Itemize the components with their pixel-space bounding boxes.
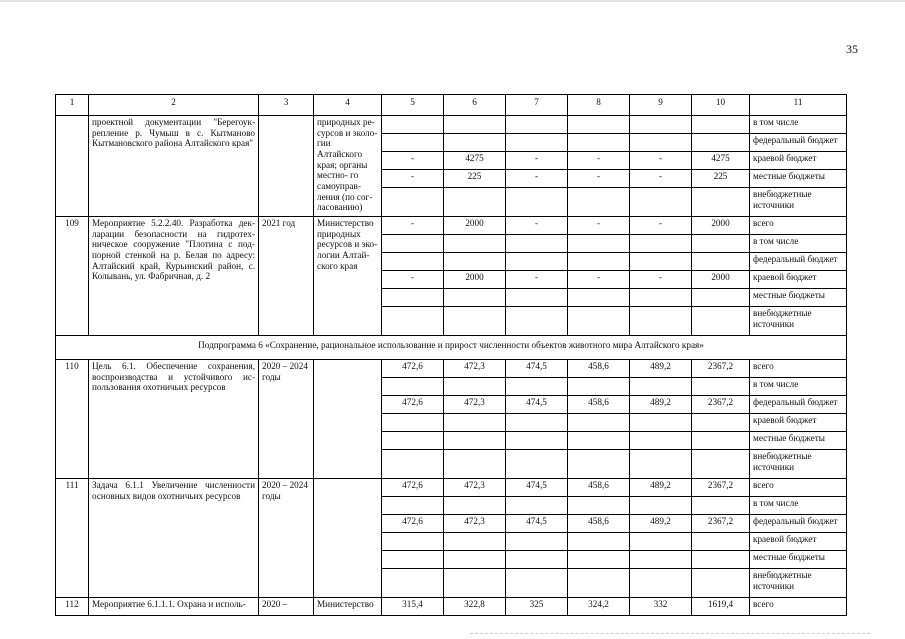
funding-value (506, 289, 568, 307)
funding-value: 325 (506, 598, 568, 616)
funding-value (630, 134, 692, 152)
funding-value (382, 432, 444, 450)
column-header: 9 (630, 95, 692, 116)
funding-value (382, 307, 444, 336)
funding-value: 2000 (692, 217, 750, 235)
funding-value (692, 116, 750, 134)
funding-value (382, 569, 444, 598)
funding-value (382, 497, 444, 515)
implementation-period: 2020 – 2024 годы (259, 479, 314, 598)
funding-value (630, 414, 692, 432)
funding-value: - (506, 170, 568, 188)
funding-value: 472,3 (444, 396, 506, 414)
funding-value: 458,6 (568, 515, 630, 533)
funding-value: 225 (692, 170, 750, 188)
column-header: 10 (692, 95, 750, 116)
funding-value: - (382, 170, 444, 188)
implementation-period (259, 116, 314, 217)
activity-name: Цель 6.1. Обеспечение сохранения, воспроизводства и устойчивого ис- пользования охотничьих ресурсов (89, 360, 259, 479)
subprogram-title: Подпрограмма 6 «Сохранение, рациональное использование и прирост численности объектов животного мира Алтайского края» (56, 336, 847, 360)
funding-value: 322,8 (444, 598, 506, 616)
funding-value (692, 307, 750, 336)
funding-value: - (382, 217, 444, 235)
column-header: 2 (89, 95, 259, 116)
funding-value (568, 432, 630, 450)
funding-value (382, 533, 444, 551)
funding-value: - (568, 152, 630, 170)
funding-source: внебюджетные источники (750, 569, 847, 598)
funding-source: краевой бюджет (750, 271, 847, 289)
activity-name: проектной документации "Берегоук- репление р. Чумыш в с. Кытманово Кытмановского района Алтайского края" (89, 116, 259, 217)
row-number: 109 (56, 217, 89, 336)
column-header: 7 (506, 95, 568, 116)
funding-source: всего (750, 479, 847, 497)
funding-value (444, 569, 506, 598)
funding-value (692, 414, 750, 432)
funding-value (692, 188, 750, 217)
funding-value (382, 414, 444, 432)
funding-value (444, 134, 506, 152)
funding-value (506, 569, 568, 598)
funding-source: внебюджетные источники (750, 450, 847, 479)
funding-value: - (568, 271, 630, 289)
funding-source: федеральный бюджет (750, 515, 847, 533)
activity-name: Мероприятие 5.2.2.40. Разработка дек- ларации безопасности на гидротех- ническое сооружение "Плотина с под- порной стенкой на р. Белая по адресу: Алтайский край, Курьинский район, с. Колывань, ул. Фабричная, д. 2 (89, 217, 259, 336)
funding-value: 472,6 (382, 479, 444, 497)
row-number: 112 (56, 598, 89, 616)
funding-value (506, 253, 568, 271)
funding-value: 2000 (444, 271, 506, 289)
funding-value (444, 188, 506, 217)
funding-source: всего (750, 360, 847, 378)
funding-value: 489,2 (630, 396, 692, 414)
funding-value (506, 497, 568, 515)
funding-value (568, 569, 630, 598)
funding-value: - (382, 271, 444, 289)
funding-value (382, 450, 444, 479)
funding-value (506, 450, 568, 479)
funding-value: 2367,2 (692, 479, 750, 497)
funding-value: 474,5 (506, 396, 568, 414)
executor (314, 360, 382, 479)
funding-value: 472,6 (382, 515, 444, 533)
funding-value: 2367,2 (692, 515, 750, 533)
funding-value: 472,3 (444, 360, 506, 378)
funding-value: 489,2 (630, 360, 692, 378)
funding-value (568, 533, 630, 551)
funding-value (444, 116, 506, 134)
funding-value (692, 289, 750, 307)
funding-value: - (630, 152, 692, 170)
column-header: 8 (568, 95, 630, 116)
funding-value (444, 414, 506, 432)
funding-value: 315,4 (382, 598, 444, 616)
funding-value (630, 235, 692, 253)
funding-value: 472,6 (382, 396, 444, 414)
table-row (56, 479, 847, 497)
funding-value: 474,5 (506, 360, 568, 378)
funding-value: 4275 (692, 152, 750, 170)
funding-value (692, 378, 750, 396)
funding-value (630, 307, 692, 336)
table-row (56, 217, 847, 235)
funding-value (444, 450, 506, 479)
funding-value (568, 414, 630, 432)
funding-value: - (568, 217, 630, 235)
table-row (56, 116, 847, 134)
activity-name: Задача 6.1.1 Увеличение численности основных видов охотничьих ресурсов (89, 479, 259, 598)
table-row (56, 360, 847, 378)
funding-value (630, 432, 692, 450)
funding-value (506, 551, 568, 569)
funding-value: 458,6 (568, 360, 630, 378)
funding-source: местные бюджеты (750, 432, 847, 450)
funding-source: в том числе (750, 116, 847, 134)
funding-value: 225 (444, 170, 506, 188)
funding-value (506, 414, 568, 432)
funding-source: внебюджетные источники (750, 307, 847, 336)
funding-value: 474,5 (506, 479, 568, 497)
funding-value (444, 551, 506, 569)
funding-value: - (382, 152, 444, 170)
column-header: 4 (314, 95, 382, 116)
funding-value (568, 450, 630, 479)
funding-source: в том числе (750, 235, 847, 253)
funding-value: 2000 (444, 217, 506, 235)
funding-value: - (506, 152, 568, 170)
funding-source: всего (750, 217, 847, 235)
funding-value (506, 188, 568, 217)
column-header: 5 (382, 95, 444, 116)
funding-value (692, 497, 750, 515)
funding-value (692, 450, 750, 479)
executor: Министерство природных ресурсов и эко- логии Алтай- ского края (314, 217, 382, 336)
funding-source: краевой бюджет (750, 414, 847, 432)
funding-value (692, 253, 750, 271)
funding-value (630, 551, 692, 569)
funding-value (506, 307, 568, 336)
funding-value (444, 533, 506, 551)
funding-value (568, 116, 630, 134)
table-body (56, 95, 847, 616)
funding-value (382, 188, 444, 217)
funding-value: 2000 (692, 271, 750, 289)
funding-value (382, 134, 444, 152)
scan-top-edge (0, 0, 905, 2)
funding-value (382, 378, 444, 396)
funding-source: в том числе (750, 378, 847, 396)
funding-value (568, 253, 630, 271)
implementation-period: 2020 – (259, 598, 314, 616)
funding-value: 472,6 (382, 360, 444, 378)
funding-value (630, 116, 692, 134)
funding-source: федеральный бюджет (750, 253, 847, 271)
funding-value: 2367,2 (692, 396, 750, 414)
funding-value (692, 533, 750, 551)
funding-value: - (630, 271, 692, 289)
funding-value: 472,3 (444, 515, 506, 533)
column-header: 6 (444, 95, 506, 116)
funding-value (568, 497, 630, 515)
funding-source: краевой бюджет (750, 152, 847, 170)
funding-value: 458,6 (568, 479, 630, 497)
funding-value (444, 432, 506, 450)
funding-source: федеральный бюджет (750, 134, 847, 152)
funding-value (630, 253, 692, 271)
executor (314, 479, 382, 598)
funding-value (630, 378, 692, 396)
funding-value: 489,2 (630, 479, 692, 497)
funding-value: - (506, 217, 568, 235)
row-number (56, 116, 89, 217)
subprogram-row (56, 336, 847, 360)
funding-value: - (630, 217, 692, 235)
funding-value: 472,3 (444, 479, 506, 497)
funding-value (692, 134, 750, 152)
funding-source: внебюджетные источники (750, 188, 847, 217)
funding-value: 458,6 (568, 396, 630, 414)
funding-value (506, 134, 568, 152)
funding-value (568, 134, 630, 152)
funding-value (568, 188, 630, 217)
column-header: 1 (56, 95, 89, 116)
funding-value (444, 289, 506, 307)
funding-value (444, 307, 506, 336)
table-header-row (56, 95, 847, 116)
funding-value (568, 235, 630, 253)
funding-value: 324,2 (568, 598, 630, 616)
funding-value (568, 551, 630, 569)
funding-value (568, 307, 630, 336)
funding-value (692, 235, 750, 253)
funding-value: - (630, 170, 692, 188)
funding-source: местные бюджеты (750, 170, 847, 188)
funding-value (630, 497, 692, 515)
funding-value: 489,2 (630, 515, 692, 533)
implementation-period: 2020 – 2024 годы (259, 360, 314, 479)
funding-value (382, 253, 444, 271)
funding-value (382, 116, 444, 134)
funding-value (630, 450, 692, 479)
funding-value (506, 116, 568, 134)
funding-source: местные бюджеты (750, 289, 847, 307)
funding-value (568, 289, 630, 307)
funding-value (506, 235, 568, 253)
funding-value (382, 235, 444, 253)
funding-value: - (506, 271, 568, 289)
funding-value (382, 289, 444, 307)
page-number: 35 (846, 42, 858, 56)
funding-value: - (568, 170, 630, 188)
funding-value (506, 432, 568, 450)
funding-value: 2367,2 (692, 360, 750, 378)
funding-source: в том числе (750, 497, 847, 515)
funding-value: 4275 (444, 152, 506, 170)
funding-value (630, 569, 692, 598)
funding-value (692, 551, 750, 569)
funding-value (506, 378, 568, 396)
implementation-period: 2021 год (259, 217, 314, 336)
funding-value (630, 533, 692, 551)
budget-table (55, 94, 847, 616)
funding-value (444, 497, 506, 515)
scan-bottom-edge (470, 633, 870, 635)
funding-value (506, 533, 568, 551)
funding-value (444, 253, 506, 271)
funding-source: всего (750, 598, 847, 616)
funding-value (568, 378, 630, 396)
funding-value (382, 551, 444, 569)
funding-source: федеральный бюджет (750, 396, 847, 414)
executor: природных ре- сурсов и эколо- гии Алтайского края; органы местно- го самоуправ- ления (по сог- ласованию) (314, 116, 382, 217)
funding-value (444, 235, 506, 253)
funding-value: 332 (630, 598, 692, 616)
funding-value (444, 378, 506, 396)
column-header: 3 (259, 95, 314, 116)
funding-value (630, 188, 692, 217)
column-header: 11 (750, 95, 847, 116)
funding-value (630, 289, 692, 307)
funding-source: краевой бюджет (750, 533, 847, 551)
funding-value: 1619,4 (692, 598, 750, 616)
funding-value (692, 432, 750, 450)
funding-value: 474,5 (506, 515, 568, 533)
funding-source: местные бюджеты (750, 551, 847, 569)
row-number: 111 (56, 479, 89, 598)
funding-value (692, 569, 750, 598)
table-row (56, 598, 847, 616)
row-number: 110 (56, 360, 89, 479)
executor: Министерство (314, 598, 382, 616)
activity-name: Мероприятие 6.1.1.1. Охрана и исполь- (89, 598, 259, 616)
